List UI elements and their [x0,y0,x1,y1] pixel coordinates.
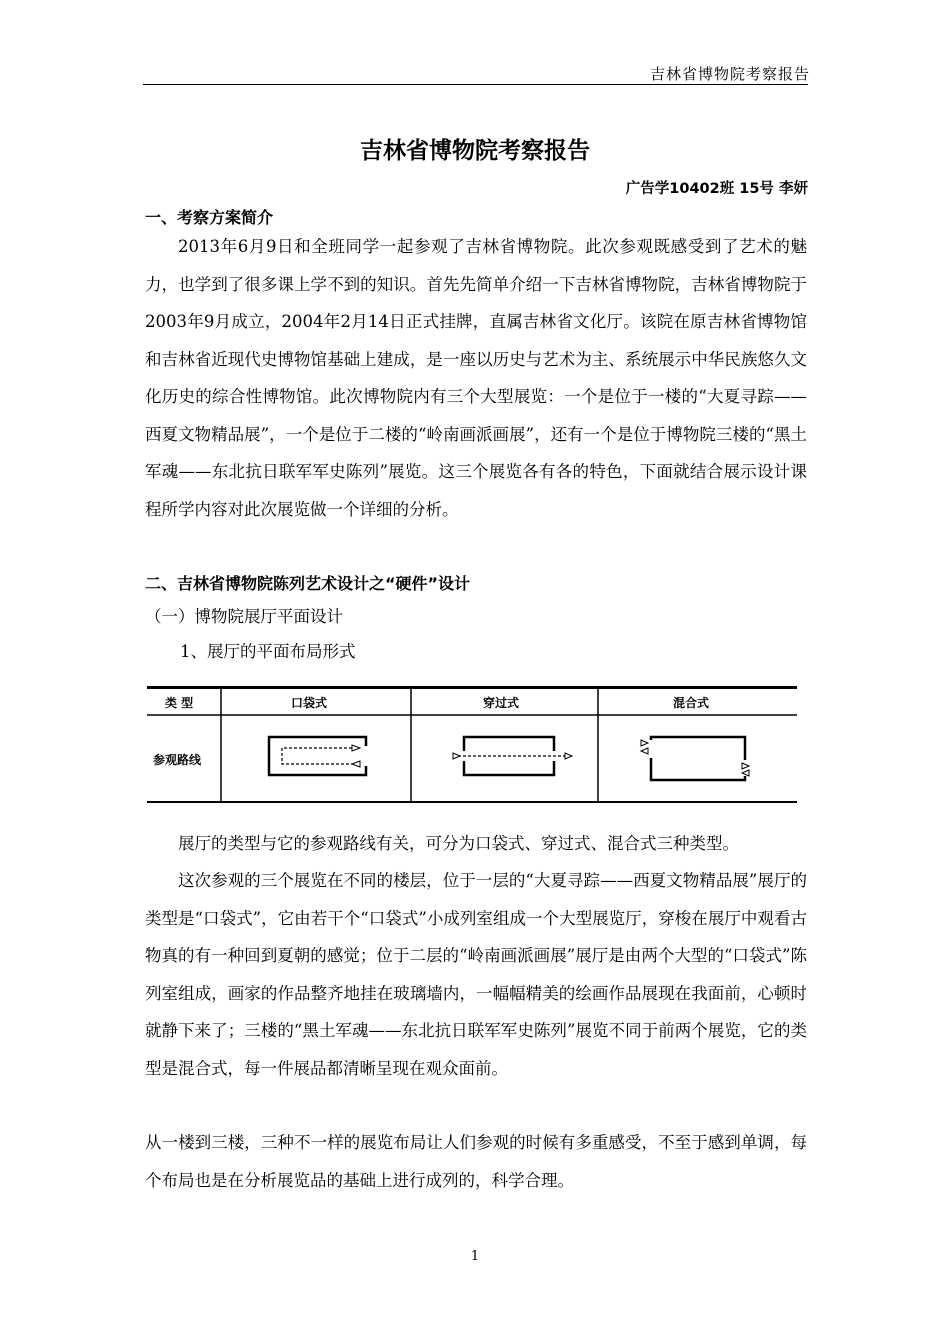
section2-paragraph-3: 从一楼到三楼，三种不一样的展览布局让人们参观的时候有多重感受，不至于感到单调，每个布局也是在分析展览品的基础上进行成列的，科学合理。 [145,1133,807,1190]
running-header: 吉林省博物院考察报告 [649,65,810,83]
through-route-diagram [447,730,597,785]
section2-subheading: （一）博物院展厅平面设计 [145,607,343,626]
section1-paragraph: 2013年6月9日和全班同学一起参观了吉林省博物院。此次参观既感受到了艺术的魅力，也学到了很多课上学不到的知识。首先先简单介绍一下吉林省博物院，吉林省博物院于2003年9月成立，2004年2月14日正式挂牌，直属吉林省文化厅。该院在原吉林省博物馆和吉林省近现代史博物馆基础上建成，是一座以历史与艺术为主、系统展示中华民族悠久文化历史的综合性博物馆。此次博物院内有三个大型展览：一个是位于一楼的“大夏寻踪——西夏文物精品展”，一个是位于二楼的“岭南画派画展”，还有一个是位于博物院三楼的“黑土军魂——东北抗日联军军史陈列”展览。这三个展览各有各的特色，下面就结合展示设计课程所学内容对此次展览做一个详细的分析。 [145,237,807,519]
section2-paragraph-1: 展厅的类型与它的参观路线有关，可分为口袋式、穿过式、混合式三种类型。 [178,834,739,853]
section2-paragraph-2: 这次参观的三个展览在不同的楼层，位于一层的“大夏寻踪——西夏文物精品展”展厅的类型是“口袋式”，它由若干个“口袋式”小成列室组成一个大型展览厅，穿梭在展厅中观看古物真的有一种回到夏朝的感觉；位于二层的“岭南画派画展”展厅是由两个大型的“口袋式”陈列室组成，画家的作品整齐地挂在玻璃墙内，一幅幅精美的绘画作品展现在我面前，心顿时就静下来了；三楼的“黑土军魂——东北抗日联军军史陈列”展览不同于前两个展览，它的类型是混合式，每一件展品都清晰呈现在观众面前。 [145,871,807,1078]
table-header-type: 类 型 [165,696,194,710]
pocket-route-diagram [262,730,382,785]
header-rule [143,84,808,85]
section2-heading: 二、吉林省博物院陈列艺术设计之“硬件”设计 [145,574,471,593]
layout-item-heading: 1、展厅的平面布局形式 [180,642,356,661]
table-header-pocket: 口袋式 [291,696,328,710]
mixed-route-diagram [629,730,759,785]
layout-type-table [147,686,797,806]
table-row-label-route: 参观路线 [153,753,202,767]
section1-heading: 一、考察方案简介 [145,208,274,227]
page-number: 1 [470,1249,480,1264]
table-header-mixed: 混合式 [673,696,710,710]
table-header-through: 穿过式 [483,696,520,710]
document-title: 吉林省博物院考察报告 [360,138,590,164]
author-line: 广告学10402班 15号 李妍 [625,181,808,197]
